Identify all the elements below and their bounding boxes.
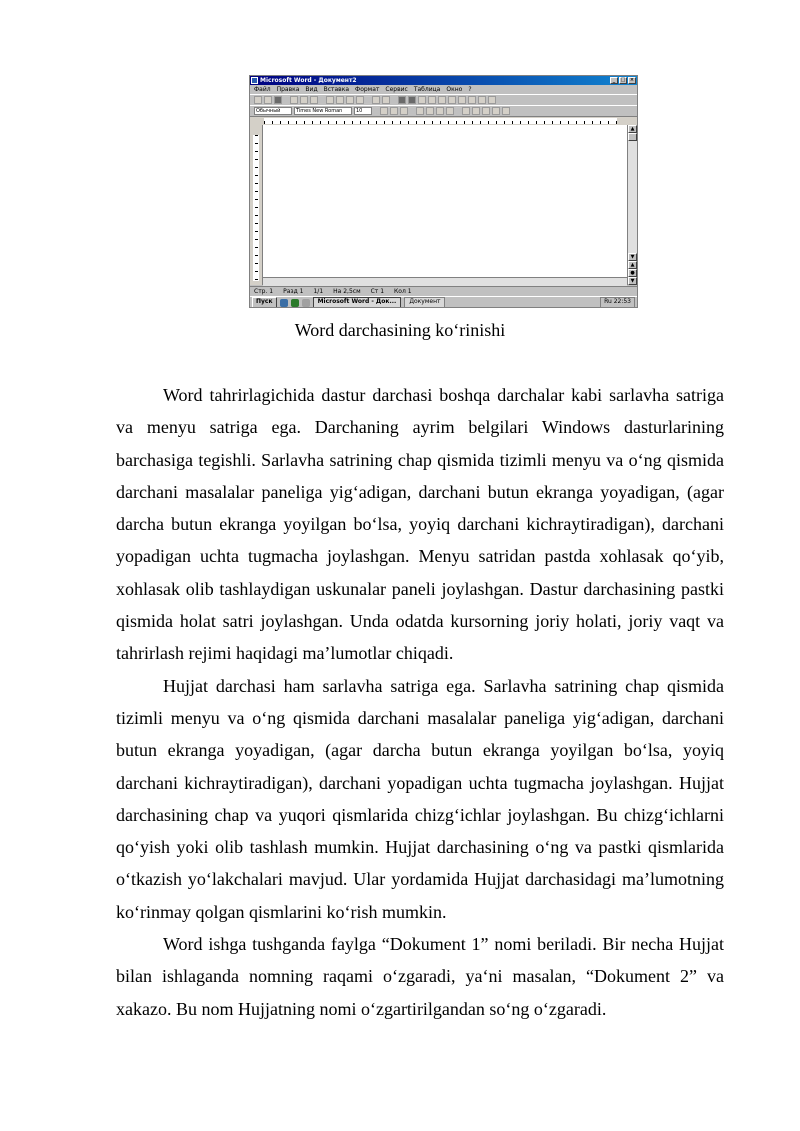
underline-icon	[400, 107, 408, 115]
cut-icon	[326, 96, 334, 104]
copy-icon	[336, 96, 344, 104]
table-icon	[418, 96, 426, 104]
web-toolbar-icon	[408, 96, 416, 104]
start-button: Пуск	[252, 297, 277, 308]
task-word: Microsoft Word - Док...	[313, 297, 402, 308]
undo-icon	[372, 96, 380, 104]
status-column: Кол 1	[394, 288, 412, 295]
columns-icon	[438, 96, 446, 104]
help-icon	[488, 96, 496, 104]
menu-item: Файл	[254, 86, 271, 93]
hyperlink-icon	[398, 96, 406, 104]
scroll-up-icon: ▲	[628, 125, 637, 133]
zoom-icon	[478, 96, 486, 104]
style-combo: Обычный	[254, 107, 292, 115]
decrease-indent-icon	[482, 107, 490, 115]
save-icon	[274, 96, 282, 104]
numbering-icon	[462, 107, 470, 115]
document-area	[263, 125, 627, 285]
align-center-icon	[426, 107, 434, 115]
menu-item: Окно	[446, 86, 463, 93]
spelling-icon	[310, 96, 318, 104]
drawing-icon	[448, 96, 456, 104]
word-window-screenshot	[249, 75, 638, 308]
paste-icon	[346, 96, 354, 104]
font-combo: Times New Roman	[294, 107, 352, 115]
menu-item: Таблица	[413, 86, 441, 93]
bullets-icon	[472, 107, 480, 115]
word-title-bar	[250, 76, 637, 85]
status-page: Стр. 1	[254, 288, 274, 295]
increase-indent-icon	[492, 107, 500, 115]
word-app-icon	[251, 77, 258, 84]
clock: 22:53	[613, 298, 631, 305]
quick-launch-icon	[302, 299, 310, 307]
justify-icon	[446, 107, 454, 115]
minimize-icon: _	[610, 77, 618, 84]
menu-item: Правка	[276, 86, 300, 93]
status-position: На 2,5см	[333, 288, 361, 295]
status-line: Ст 1	[370, 288, 385, 295]
body-text	[116, 379, 724, 1025]
language-indicator: Ru	[604, 298, 612, 305]
align-left-icon	[416, 107, 424, 115]
scroll-down-icon: ▼	[628, 253, 637, 261]
word-menu-bar	[250, 85, 637, 94]
redo-icon	[382, 96, 390, 104]
previous-page-icon: ▲	[628, 261, 637, 269]
size-combo: 10	[354, 107, 372, 115]
next-page-icon: ▼	[628, 277, 637, 285]
paragraph: Hujjat darchasi ham sarlavha satriga ega. Sarlavha satrining chap qismida tizimli menyu va o‘ng qismida darchani masalalar paneliga yig‘adigan, darchani butun ekranga yoyadigan, (agar darcha butun ekranga yoyilgan bo‘lsa, yoyiq darchani kichraytiradigan), darchani yopadigan uchta tugmacha joylashgan. Hujjat darchasining chap va yuqori qismlarida chizg‘ichlar joylashgan. Bu chizg‘ichlarni qo‘yish yoki olib tashlash mumkin. Hujjat darchasining o‘ng va pastki qismlarida o‘tkazish yo‘lakchalari mavjud. Ular yordamida Hujjat darchasidagi ma’lumotning ko‘rinmay qolgan qismlarini ko‘rish mumkin.	[116, 675, 724, 922]
menu-item: ?	[468, 86, 472, 93]
window-buttons	[610, 77, 636, 84]
desktop-icon	[280, 299, 288, 307]
scroll-thumb	[628, 133, 637, 141]
task-document: Документ	[404, 297, 445, 308]
vertical-scrollbar	[627, 125, 637, 285]
paragraph: Word ishga tushganda faylga “Dokument 1” nomi beriladi. Bir necha Hujjat bilan ishlaganda nomning raqami o‘zgaradi, ya‘ni masalan, “Dokument 2” va xakazo. Bu nom Hujjatning nomi o‘zgartirilgandan so‘ng o‘zgaradi.	[116, 934, 724, 1019]
excel-icon	[428, 96, 436, 104]
select-browse-icon: ●	[628, 269, 637, 277]
menu-item: Вид	[305, 86, 318, 93]
status-pages: 1/1	[313, 288, 324, 295]
paragraph: Word tahrirlagichida dastur darchasi boshqa darchalar kabi sarlavha satriga va menyu satriga ega. Darchaning ayrim belgilari Windows dasturlarining barchasiga tegishli. Sarlavha satrining chap qismida tizimli menyu va o‘ng qismida darchani masalalar paneliga yig‘adigan, darchani butun ekranga yoyadigan, (agar darcha butun ekranga yoyilgan bo‘lsa, yoyiq darchani kichraytiradigan), darchani yopadigan uchta tugmacha joylashgan. Menyu satridan pastda xohlasak qo‘yib, xohlasak olib tashlaydigan uskunalar paneli joylashgan. Dastur darchasining pastki qismida holat satri joylashgan. Unda odatda kursorning joriy holati, joriy vaqt va tahrirlash rejimi haqidagi ma’lumotlar chiqadi.	[116, 385, 724, 664]
status-bar	[250, 286, 637, 295]
new-document-icon	[254, 96, 262, 104]
formatting-toolbar	[250, 105, 637, 116]
maximize-icon: □	[620, 77, 626, 83]
bold-icon	[380, 107, 388, 115]
close-icon: ×	[629, 77, 635, 83]
status-section: Разд 1	[283, 288, 304, 295]
italic-icon	[390, 107, 398, 115]
border-icon	[502, 107, 510, 115]
document-map-icon	[458, 96, 466, 104]
open-folder-icon	[264, 96, 272, 104]
align-right-icon	[436, 107, 444, 115]
standard-toolbar	[250, 94, 637, 105]
word-title-text: Microsoft Word - Документ2	[260, 77, 357, 84]
menu-item: Сервис	[385, 86, 408, 93]
print-icon	[290, 96, 298, 104]
system-tray	[600, 297, 635, 308]
figure-caption: Word darchasining ko‘rinishi	[294, 320, 506, 340]
menu-item: Формат	[355, 86, 380, 93]
horizontal-scrollbar	[263, 277, 627, 286]
show-hide-icon	[468, 96, 476, 104]
browser-icon	[291, 299, 299, 307]
format-painter-icon	[356, 96, 364, 104]
menu-item: Вставка	[323, 86, 350, 93]
vertical-ruler	[250, 125, 263, 285]
windows-taskbar	[250, 296, 637, 308]
print-preview-icon	[300, 96, 308, 104]
